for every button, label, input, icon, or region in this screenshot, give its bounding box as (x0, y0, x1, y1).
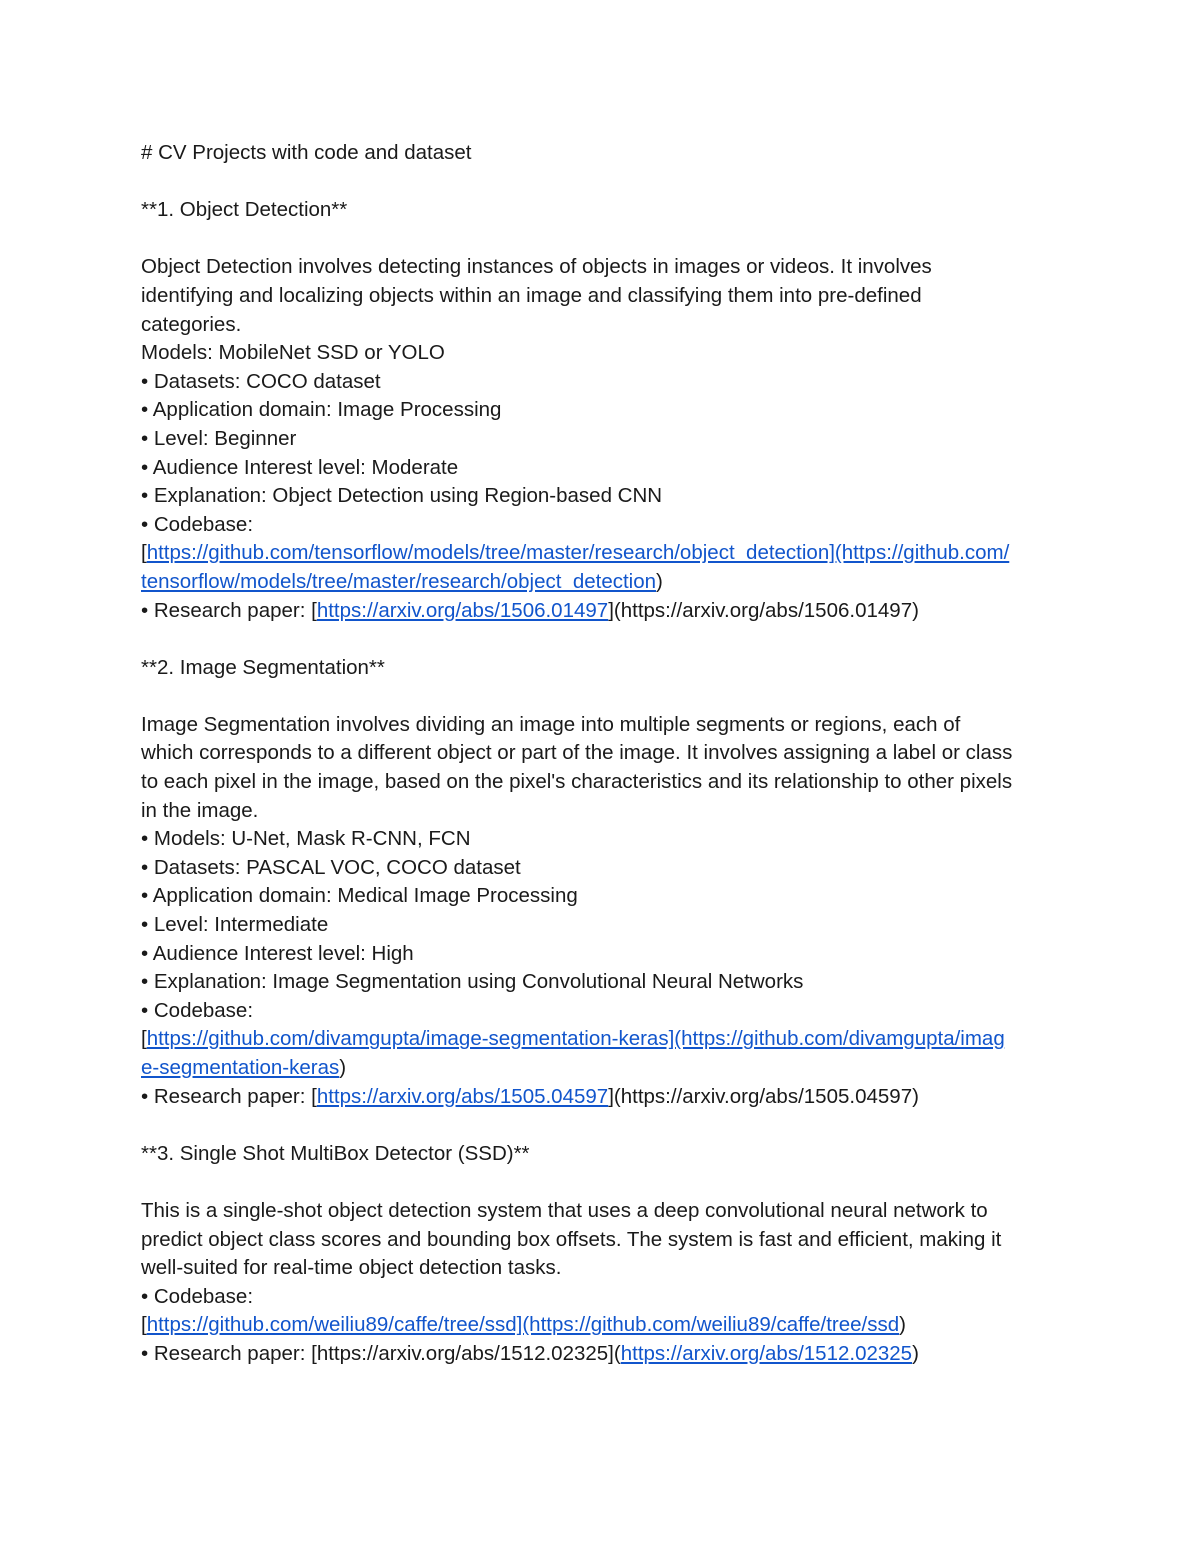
section-description-line: to each pixel in the image, based on the pixel's characteristics and its relationship to other pixels (141, 770, 1013, 794)
section-description-line: Object Detection involves detecting instances of objects in images or videos. It involves (141, 255, 932, 279)
bullet-item: • Datasets: COCO dataset (141, 369, 381, 393)
research-paper-suffix: ](https://arxiv.org/abs/1505.04597) (608, 1084, 919, 1108)
bullet-item: • Models: U-Net, Mask R-CNN, FCN (141, 827, 471, 851)
research-paper-suffix: ) (912, 1341, 919, 1365)
bullet-item: • Explanation: Image Segmentation using Convolutional Neural Networks (141, 970, 804, 994)
section-description-line: categories. (141, 312, 242, 336)
codebase-label: • Codebase: (141, 998, 254, 1022)
bracket-text: ) (899, 1313, 906, 1337)
bullet-item: • Explanation: Object Detection using Region-based CNN (141, 484, 663, 508)
codebase-link-line (141, 1311, 1066, 1340)
bullet-item: • Level: Intermediate (141, 913, 329, 937)
research-paper-line (141, 597, 1066, 626)
codebase-link[interactable]: e-segmentation-keras (141, 1056, 340, 1079)
section-description-line: predict object class scores and bounding box offsets. The system is fast and efficient, making it (141, 1227, 1002, 1251)
codebase-link-line (141, 568, 1066, 597)
codebase-label: • Codebase: (141, 1284, 254, 1308)
section-heading-ssd: **3. Single Shot MultiBox Detector (SSD)** (141, 1141, 530, 1165)
codebase-link[interactable]: https://github.com/tensorflow/models/tree/master/research/object_detection](https://github.com/ (146, 541, 1010, 565)
bracket-text: ) (339, 1056, 347, 1079)
research-paper-link[interactable]: https://arxiv.org/abs/1506.01497 (316, 598, 609, 622)
section-description-line: in the image. (141, 798, 259, 822)
codebase-link-line (141, 1025, 1066, 1054)
section-heading-image-segmentation: **2. Image Segmentation** (141, 655, 385, 679)
bracket-text: [ (141, 1313, 147, 1337)
bullet-item: • Datasets: PASCAL VOC, COCO dataset (141, 855, 521, 879)
models-line: Models: MobileNet SSD or YOLO (141, 341, 445, 365)
bracket-text: [ (141, 541, 147, 565)
codebase-link[interactable]: tensorflow/models/tree/master/research/object_detection (141, 569, 657, 593)
spacer (141, 1111, 1066, 1140)
research-paper-line (141, 1340, 1066, 1369)
spacer (141, 682, 1066, 711)
document-page (141, 139, 1066, 1369)
codebase-link-line (141, 539, 1066, 568)
bullet-item: • Application domain: Image Processing (141, 398, 502, 422)
codebase-link-line (141, 1054, 1066, 1083)
bullet-item: • Audience Interest level: High (141, 941, 414, 965)
spacer (141, 625, 1066, 654)
research-paper-suffix: ](https://arxiv.org/abs/1506.01497) (608, 598, 919, 622)
codebase-link[interactable]: https://github.com/divamgupta/image-segmentation-keras](https://github.com/divamgupta/imag (146, 1027, 1005, 1051)
spacer (141, 1168, 1066, 1197)
research-paper-link[interactable]: https://arxiv.org/abs/1505.04597 (316, 1084, 609, 1108)
research-paper-prefix: • Research paper: [https://arxiv.org/abs/1512.02325]( (141, 1341, 621, 1365)
spacer (141, 168, 1066, 197)
bullet-item: • Application domain: Medical Image Processing (141, 884, 578, 908)
codebase-link[interactable]: https://github.com/weiliu89/caffe/tree/ssd](https://github.com/weiliu89/caffe/tree/ssd (146, 1313, 900, 1337)
codebase-label: • Codebase: (141, 512, 254, 536)
spacer (141, 225, 1066, 254)
bullet-item: • Audience Interest level: Moderate (141, 455, 459, 479)
section-description-line: This is a single-shot object detection system that uses a deep convolutional neural network to (141, 1198, 988, 1222)
section-description-line: identifying and localizing objects within an image and classifying them into pre-defined (141, 283, 922, 307)
section-description-line: Image Segmentation involves dividing an image into multiple segments or regions, each of (141, 712, 961, 736)
research-paper-prefix: • Research paper: [ (141, 1084, 317, 1108)
bracket-text: [ (141, 1027, 147, 1051)
research-paper-link[interactable]: https://arxiv.org/abs/1512.02325 (620, 1341, 913, 1365)
bracket-text: ) (656, 569, 663, 593)
research-paper-line (141, 1083, 1066, 1112)
bullet-item: • Level: Beginner (141, 426, 297, 450)
research-paper-prefix: • Research paper: [ (141, 598, 317, 622)
section-description-line: well-suited for real-time object detection tasks. (141, 1256, 562, 1280)
document-title: # CV Projects with code and dataset (141, 141, 472, 164)
section-description-line: which corresponds to a different object or part of the image. It involves assigning a label or class (141, 741, 1013, 765)
section-heading-object-detection: **1. Object Detection** (141, 198, 348, 222)
